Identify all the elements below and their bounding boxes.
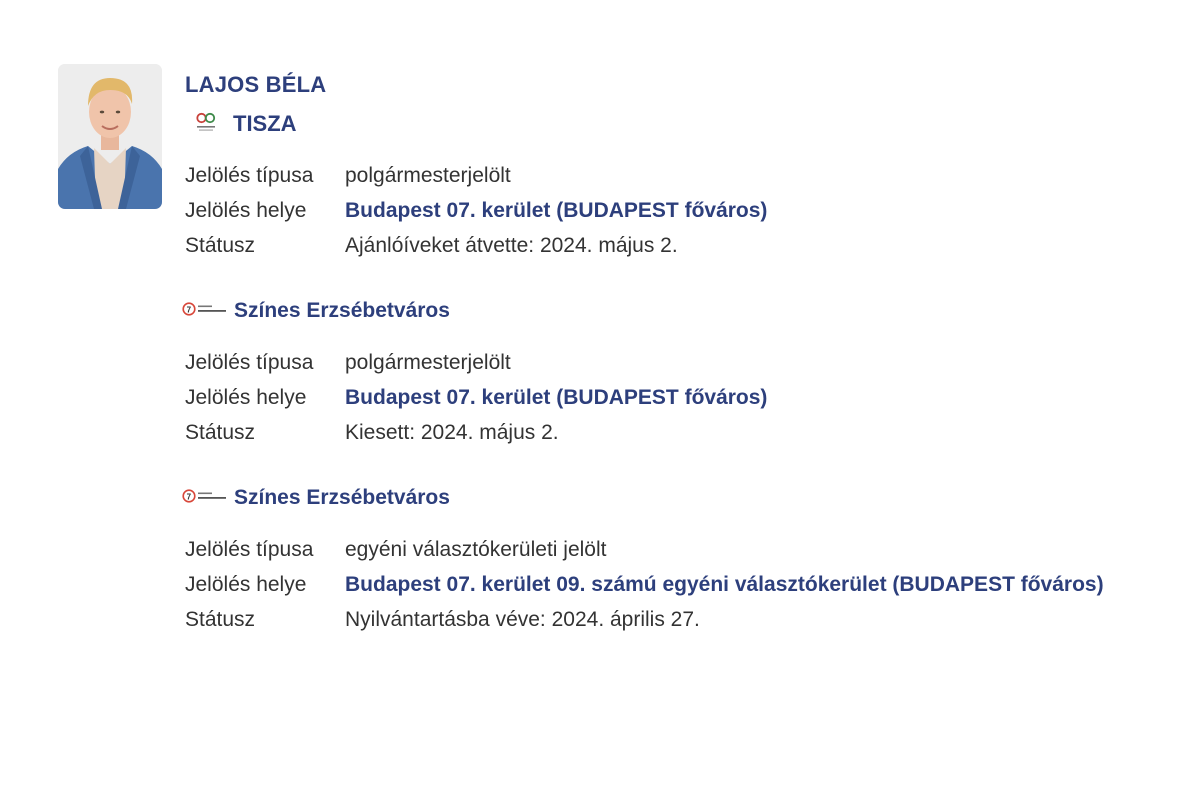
nomination-status-row: [185, 602, 1175, 637]
nomination-type-row: [185, 158, 1175, 193]
nomination-section: [185, 293, 1175, 450]
nomination-place-row: [185, 567, 1175, 602]
nomination-place-link[interactable]: Budapest 07. kerület (BUDAPEST főváros): [345, 385, 768, 409]
nomination-section: [185, 480, 1175, 637]
party-header: [182, 480, 1175, 516]
party-name: TISZA: [233, 111, 297, 136]
nomination-status-row: [185, 415, 1175, 450]
nomination-place-label: Jelölés helye: [185, 198, 307, 222]
nomination-type-label: Jelölés típusa: [185, 163, 314, 187]
nomination-type-label: Jelölés típusa: [185, 350, 314, 374]
nomination-type-value: polgármesterjelölt: [345, 350, 511, 374]
party-name: Színes Erzsébetváros: [234, 299, 450, 322]
nomination-place-label: Jelölés helye: [185, 572, 307, 596]
candidate-details: [185, 70, 1175, 637]
szines-erzsebetvaros-logo-icon: [182, 301, 228, 322]
nomination-place-link[interactable]: Budapest 07. kerület 09. számú egyéni választókerület (BUDAPEST főváros): [345, 572, 1104, 596]
nomination-place-link[interactable]: Budapest 07. kerület (BUDAPEST főváros): [345, 198, 768, 222]
nomination-place-label: Jelölés helye: [185, 385, 307, 409]
nomination-place-row: [185, 193, 1175, 228]
nomination-type-row: [185, 345, 1175, 380]
nomination-status-value: Ajánlóíveket átvette: 2024. május 2.: [345, 233, 678, 257]
party-name: Színes Erzsébetváros: [234, 486, 450, 509]
nomination-section: [185, 106, 1175, 263]
svg-text:7: 7: [186, 491, 192, 501]
nomination-status-label: Státusz: [185, 233, 256, 257]
party-header: [182, 293, 1175, 329]
nomination-details: [185, 532, 1175, 637]
nomination-type-value: egyéni választókerületi jelölt: [345, 537, 607, 561]
nomination-type-row: [185, 532, 1175, 567]
nomination-type-value: polgármesterjelölt: [345, 163, 511, 187]
tisza-logo-icon: [193, 111, 219, 138]
svg-text:7: 7: [186, 304, 192, 314]
nomination-status-row: [185, 228, 1175, 263]
nomination-status-value: Nyilvántartásba véve: 2024. április 27.: [345, 607, 700, 631]
nomination-place-row: [185, 380, 1175, 415]
nomination-status-label: Státusz: [185, 420, 256, 444]
nomination-details: [185, 158, 1175, 263]
nomination-details: [185, 345, 1175, 450]
nomination-status-label: Státusz: [185, 607, 256, 631]
party-header: [185, 106, 1175, 142]
nomination-status-value: Kiesett: 2024. május 2.: [345, 420, 559, 444]
szines-erzsebetvaros-logo-icon: [182, 488, 228, 509]
candidate-photo: [58, 64, 162, 209]
nomination-type-label: Jelölés típusa: [185, 537, 314, 561]
candidate-name: LAJOS BÉLA: [185, 72, 327, 97]
